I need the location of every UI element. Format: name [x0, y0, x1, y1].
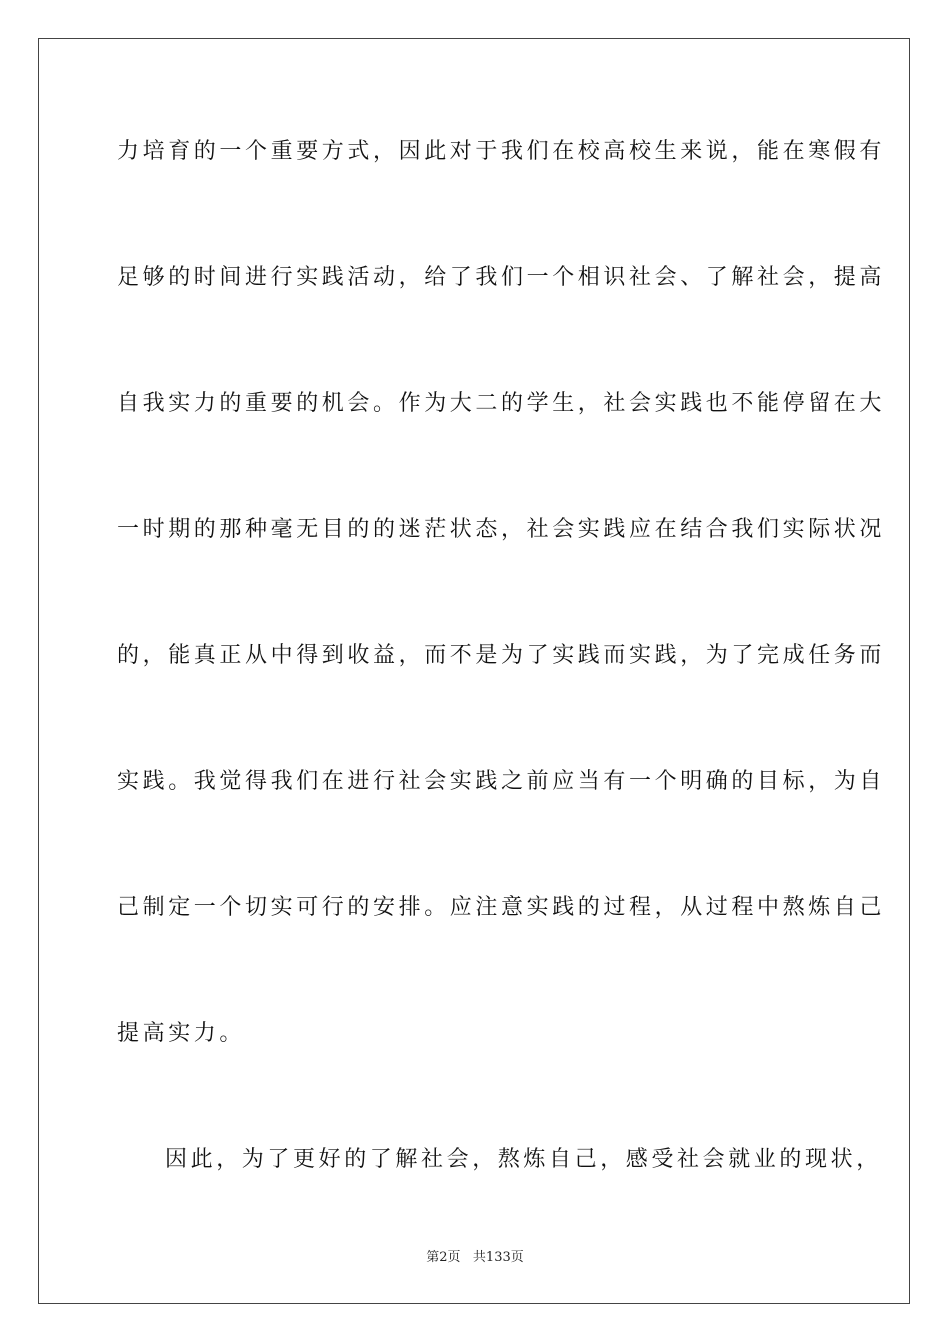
- document-body: [117, 128, 886, 1262]
- paragraph-line: 足够的时间进行实践活动，给了我们一个相识社会、了解社会，提高: [117, 265, 886, 290]
- paragraph-line: 实践。我觉得我们在进行社会实践之前应当有一个明确的目标，为自: [117, 769, 886, 794]
- paragraph-line: 的，能真正从中得到收益，而不是为了实践而实践，为了完成任务而: [117, 643, 886, 668]
- paragraph-line: 提高实力。: [117, 1021, 246, 1046]
- paragraph-line: 自我实力的重要的机会。作为大二的学生，社会实践也不能停留在大: [117, 391, 886, 416]
- page-footer: [0, 1246, 950, 1265]
- paragraph-line-indented: 因此，为了更好的了解社会，熬炼自己，感受社会就业的现状，: [165, 1147, 882, 1172]
- page-number: 第2页: [426, 1250, 461, 1265]
- paragraph-line: 一时期的那种毫无目的的迷茫状态，社会实践应在结合我们实际状况: [117, 517, 886, 542]
- page-total: 共133页: [472, 1250, 524, 1265]
- paragraph-line: 力培育的一个重要方式，因此对于我们在校高校生来说，能在寒假有: [117, 139, 886, 164]
- paragraph-line: 己制定一个切实可行的安排。应注意实践的过程，从过程中熬炼自己: [117, 895, 886, 920]
